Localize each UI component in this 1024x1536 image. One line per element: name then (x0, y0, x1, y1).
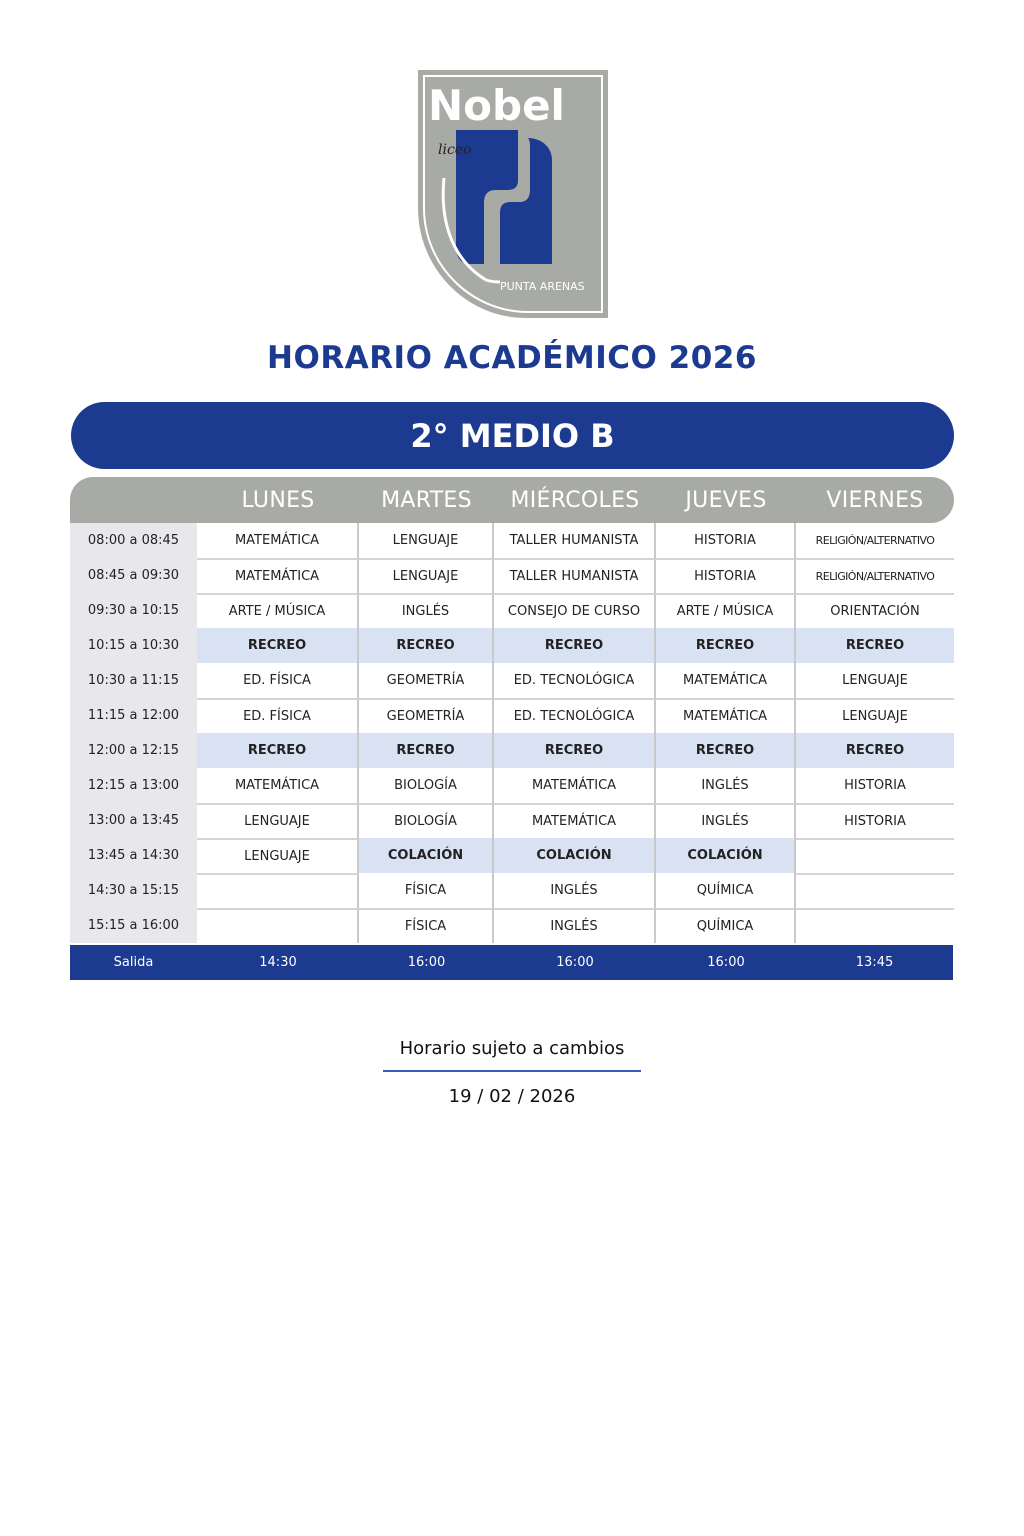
day-header-lunes: LUNES (241, 487, 315, 513)
subject-cell: RELIGIÓN/ALTERNATIVO (796, 523, 954, 558)
subject-cell: ORIENTACIÓN (796, 593, 954, 628)
subject-cell: INGLÉS (359, 593, 494, 628)
subject-cell: MATEMÁTICA (494, 768, 656, 803)
publish-date: 19 / 02 / 2026 (448, 1086, 576, 1107)
break-cell: RECREO (656, 628, 796, 663)
day-header-miercoles: MIÉRCOLES (510, 487, 640, 513)
day-header-jueves: JUEVES (685, 487, 767, 513)
subject-cell: MATEMÁTICA (656, 663, 796, 698)
break-cell: RECREO (359, 628, 494, 663)
subject-cell: HISTORIA (656, 558, 796, 593)
school-logo (416, 68, 610, 320)
day-header-viernes: VIERNES (826, 487, 924, 513)
subject-cell: QUÍMICA (656, 908, 796, 943)
time-slot: 09:30 a 10:15 (70, 593, 197, 628)
course-banner (71, 402, 954, 469)
exit-time-lunes: 14:30 (259, 955, 297, 970)
subject-cell: MATEMÁTICA (197, 558, 359, 593)
exit-label: Salida (113, 955, 154, 970)
subject-cell: HISTORIA (656, 523, 796, 558)
time-slot: 15:15 a 16:00 (70, 908, 197, 943)
subject-cell: INGLÉS (656, 803, 796, 838)
subject-cell: HISTORIA (796, 768, 954, 803)
subject-cell: RELIGIÓN/ALTERNATIVO (796, 558, 954, 593)
subject-cell: LENGUAJE (359, 558, 494, 593)
page-title: HORARIO ACADÉMICO 2026 (267, 340, 757, 376)
subject-cell: ED. TECNOLÓGICA (494, 663, 656, 698)
subject-cell: INGLÉS (494, 873, 656, 908)
subject-cell: FÍSICA (359, 873, 494, 908)
subject-cell: MATEMÁTICA (494, 803, 656, 838)
svg-text:PUNTA ARENAS: PUNTA ARENAS (500, 280, 585, 293)
day-header-row (70, 477, 954, 523)
subject-cell: GEOMETRÍA (359, 698, 494, 733)
exit-time-miercoles: 16:00 (556, 955, 594, 970)
break-cell: RECREO (197, 628, 359, 663)
subject-cell: ED. TECNOLÓGICA (494, 698, 656, 733)
time-slot: 11:15 a 12:00 (70, 698, 197, 733)
subject-cell: MATEMÁTICA (656, 698, 796, 733)
break-cell: COLACIÓN (359, 838, 494, 873)
subject-cell: ED. FÍSICA (197, 663, 359, 698)
subject-cell: LENGUAJE (796, 663, 954, 698)
subject-cell: HISTORIA (796, 803, 954, 838)
break-cell: RECREO (197, 733, 359, 768)
exit-time-jueves: 16:00 (707, 955, 745, 970)
subject-cell (796, 873, 954, 908)
disclaimer-note: Horario sujeto a cambios (399, 1038, 625, 1059)
time-slot: 12:15 a 13:00 (70, 768, 197, 803)
subject-cell: INGLÉS (656, 768, 796, 803)
time-slot: 08:45 a 09:30 (70, 558, 197, 593)
time-slot: 10:15 a 10:30 (70, 628, 197, 663)
exit-row (70, 945, 953, 980)
subject-cell: LENGUAJE (796, 698, 954, 733)
subject-cell (197, 873, 359, 908)
exit-time-viernes: 13:45 (855, 955, 894, 970)
schedule-grid (70, 523, 954, 943)
time-slot: 13:45 a 14:30 (70, 838, 197, 873)
subject-cell: LENGUAJE (359, 523, 494, 558)
time-slot: 10:30 a 11:15 (70, 663, 197, 698)
break-cell: RECREO (796, 733, 954, 768)
time-slot: 08:00 a 08:45 (70, 523, 197, 558)
break-cell: COLACIÓN (656, 838, 796, 873)
time-slot: 12:00 a 12:15 (70, 733, 197, 768)
subject-cell: QUÍMICA (656, 873, 796, 908)
note-divider (383, 1070, 641, 1072)
shield-icon (416, 68, 610, 320)
day-header-martes: MARTES (381, 487, 472, 513)
subject-cell: BIOLOGÍA (359, 803, 494, 838)
subject-cell: INGLÉS (494, 908, 656, 943)
subject-cell (197, 908, 359, 943)
subject-cell: FÍSICA (359, 908, 494, 943)
subject-cell: TALLER HUMANISTA (494, 558, 656, 593)
subject-cell: TALLER HUMANISTA (494, 523, 656, 558)
subject-cell: BIOLOGÍA (359, 768, 494, 803)
break-cell: COLACIÓN (494, 838, 656, 873)
subject-cell (796, 838, 954, 873)
svg-text:liceo: liceo (438, 142, 472, 158)
break-cell: RECREO (656, 733, 796, 768)
subject-cell: ED. FÍSICA (197, 698, 359, 733)
svg-text:Nobel: Nobel (428, 81, 565, 130)
break-cell: RECREO (494, 733, 656, 768)
break-cell: RECREO (494, 628, 656, 663)
subject-cell: LENGUAJE (197, 838, 359, 873)
subject-cell (796, 908, 954, 943)
subject-cell: ARTE / MÚSICA (656, 593, 796, 628)
time-slot: 14:30 a 15:15 (70, 873, 197, 908)
subject-cell: CONSEJO DE CURSO (494, 593, 656, 628)
course-name: 2° MEDIO B (410, 416, 615, 455)
subject-cell: MATEMÁTICA (197, 768, 359, 803)
break-cell: RECREO (359, 733, 494, 768)
exit-time-martes: 16:00 (407, 955, 446, 970)
subject-cell: GEOMETRÍA (359, 663, 494, 698)
subject-cell: ARTE / MÚSICA (197, 593, 359, 628)
time-slot: 13:00 a 13:45 (70, 803, 197, 838)
subject-cell: MATEMÁTICA (197, 523, 359, 558)
break-cell: RECREO (796, 628, 954, 663)
subject-cell: LENGUAJE (197, 803, 359, 838)
